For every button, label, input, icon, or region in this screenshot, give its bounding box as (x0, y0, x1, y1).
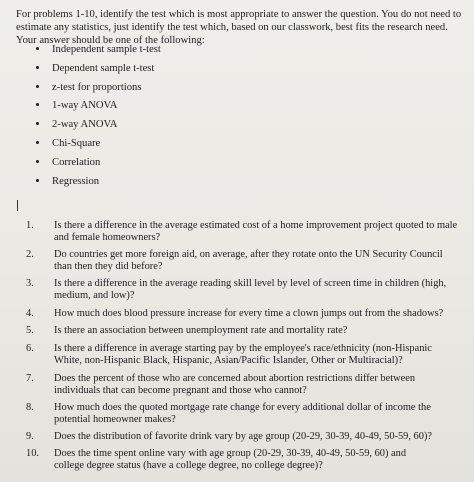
question-text (54, 448, 459, 471)
question-number: 1. (26, 220, 34, 231)
test-option-label: 2-way ANOVA (52, 119, 118, 131)
question-number: 5. (26, 325, 34, 336)
bullet-icon (36, 103, 39, 106)
instructions-line: Your answer should be one of the following: (16, 34, 205, 46)
question-text (54, 220, 459, 243)
bullet-icon (36, 141, 39, 144)
instructions-paragraph (16, 9, 462, 47)
question-line: Does the percent of those who are concerned about abortion restrictions differ between (54, 373, 416, 384)
instructions-line: For problems 1-10, identify the test which is most appropriate to answer the question. You do not need to (16, 9, 462, 20)
question-line: than then they did before? (54, 260, 163, 272)
bullet-icon (36, 66, 39, 69)
question-text (54, 343, 459, 366)
question-line: White, non-Hispanic Black, Hispanic, Asian/Pacific Islander, Other or Multiracial)? (54, 354, 403, 366)
question-text (54, 373, 459, 396)
test-option-label: Regression (52, 175, 100, 187)
question-line: individuals that can become pregnant and those who cannot? (54, 384, 307, 396)
question-text (54, 308, 459, 320)
question-line: medium, and low)? (54, 289, 135, 301)
test-option-label: Correlation (52, 156, 101, 168)
test-option-label: 1-way ANOVA (52, 100, 118, 112)
question-number: 3. (26, 278, 34, 289)
question-line: college degree status (have a college degree, no college degree)? (54, 459, 323, 471)
question-number: 7. (26, 373, 34, 384)
question-number: 10. (26, 448, 39, 459)
question-line: Is there a difference in the average estimated cost of a home improvement project quoted to male (54, 220, 458, 231)
question-text (54, 431, 459, 443)
question-line: Is there a difference in the average reading skill level by level of screen time in children (high, (54, 278, 447, 289)
question-line: Does the distribution of favorite drink vary by age group (20-29, 30-39, 40-49, 50-59, 60)? (54, 431, 433, 442)
question-line: and female homeowners? (54, 231, 161, 243)
bullet-icon (36, 160, 39, 163)
test-option-label: Dependent sample t-test (52, 62, 155, 74)
bullet-icon (36, 122, 39, 125)
test-option-label: z-test for proportions (52, 81, 142, 93)
test-option-label: Independent sample t-test (52, 44, 161, 55)
question-line: How much does blood pressure increase for every time a clown jumps out from the shadows? (54, 308, 444, 319)
question-number: 6. (26, 343, 34, 354)
instructions-line: estimate any statistics, just identify the test which, based on our classwork, best fits the research need. (16, 21, 448, 33)
text-cursor (17, 200, 18, 211)
question-line: Is there a difference in average starting pay by the employee's race/ethnicity (non-Hispanic (54, 343, 432, 354)
test-option-label: Chi-Square (52, 137, 101, 149)
question-line: Does the time spent online vary with age group (20-29, 30-39, 40-49, 50-59, 60) and (54, 448, 407, 459)
bullet-icon (36, 47, 39, 50)
question-number: 2. (26, 249, 34, 260)
bullet-icon (36, 179, 39, 182)
question-text (54, 249, 459, 272)
bullet-icon (36, 85, 39, 88)
question-text (54, 278, 459, 301)
question-line: How much does the quoted mortgage rate change for every additional dollar of income the (54, 402, 431, 413)
question-number: 9. (26, 431, 34, 442)
question-line: potential homeowner makes? (54, 413, 176, 425)
question-line: Is there an association between unemployment rate and mortality rate? (54, 325, 348, 336)
question-text (54, 325, 459, 337)
question-number: 4. (26, 308, 34, 319)
question-line: Do countries get more foreign aid, on average, after they rotate onto the UN Security Council (54, 249, 443, 260)
question-number: 8. (26, 402, 34, 413)
question-text (54, 402, 459, 425)
